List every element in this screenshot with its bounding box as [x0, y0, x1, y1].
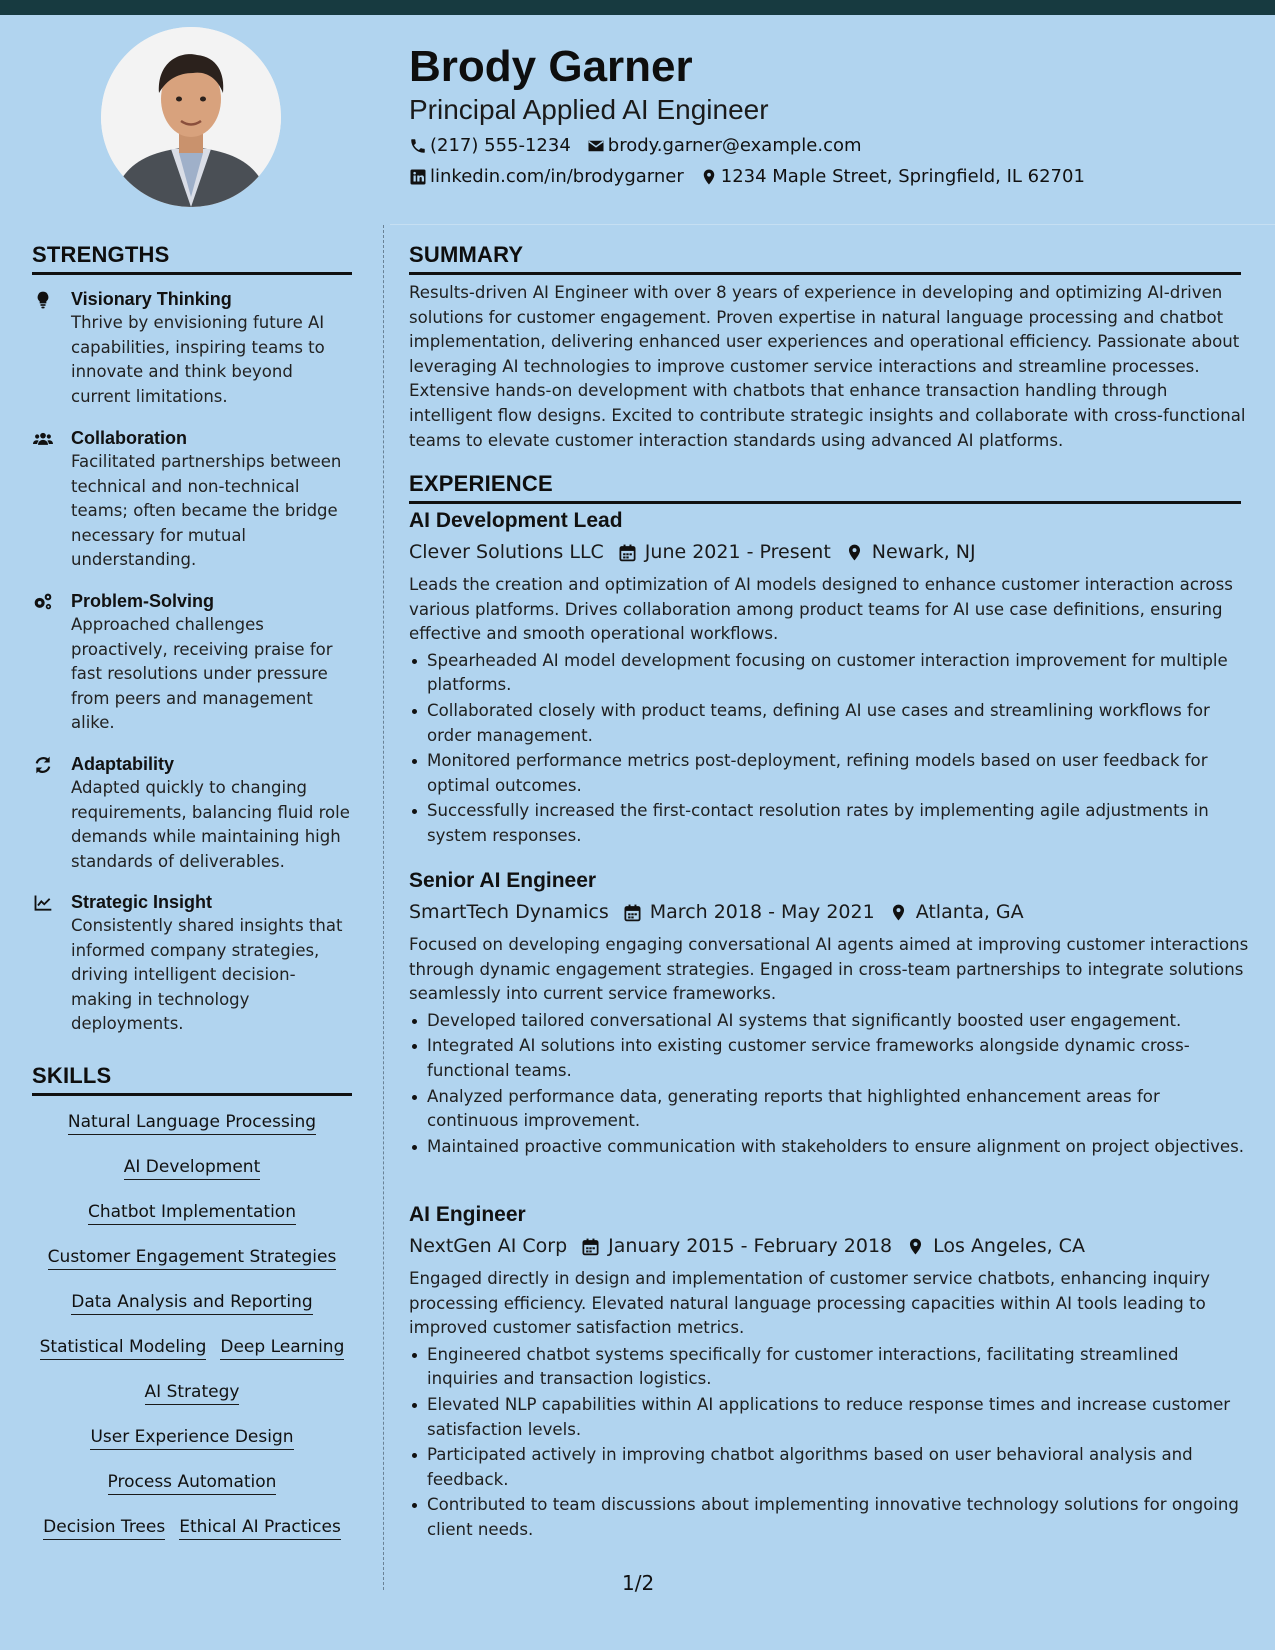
- address-item: [700, 166, 1085, 187]
- strength-title: Strategic Insight: [71, 892, 213, 912]
- job-location: Atlanta, GA: [915, 901, 1024, 923]
- strength-item: [32, 589, 352, 736]
- top-accent-bar: [0, 0, 1275, 15]
- skill-tag: Decision Trees: [43, 1517, 165, 1540]
- column-divider: [383, 225, 384, 1590]
- skill-tag: Chatbot Implementation: [88, 1202, 296, 1225]
- skill-tag: Deep Learning: [220, 1337, 344, 1360]
- skill-tag: Process Automation: [108, 1472, 277, 1495]
- skill-row: [32, 1517, 352, 1540]
- job-description: Focused on developing engaging conversational AI agents aimed at improving customer interactions through dynamic engagement strategies. Engaged in cross-team partnerships to integrate solutions seamlessly into current service frameworks.: [409, 935, 1249, 1004]
- skill-tag: User Experience Design: [90, 1427, 293, 1450]
- strength-item: [32, 890, 352, 1037]
- phone-item[interactable]: [409, 135, 571, 156]
- page-number: 1/2: [622, 1571, 655, 1595]
- skill-row: [32, 1112, 352, 1135]
- bullet-item: Participated actively in improving chatbot algorithms based on user behavioral analysis and feedback.: [427, 1443, 1249, 1492]
- experience-rule: [409, 501, 1241, 504]
- experience-entry: [409, 509, 1249, 850]
- skills-rule: [32, 1093, 352, 1096]
- skill-tag: Ethical AI Practices: [179, 1517, 341, 1540]
- calendar-icon: [618, 543, 637, 562]
- job-meta: [409, 901, 1249, 923]
- bullet-item: Developed tailored conversational AI systems that significantly boosted user engagement.: [427, 1009, 1249, 1034]
- skill-row: [32, 1157, 352, 1180]
- users-icon: [32, 429, 56, 449]
- strength-desc: Adapted quickly to changing requirements, balancing fluid role demands while maintaining high standards of deliverables.: [71, 778, 350, 871]
- job-bullets: [409, 1343, 1249, 1543]
- skill-row: [32, 1337, 352, 1360]
- skill-row: [32, 1202, 352, 1225]
- experience-heading: EXPERIENCE: [409, 471, 553, 496]
- bullet-item: Monitored performance metrics post-deployment, refining models based on user feedback for optimal outcomes.: [427, 749, 1249, 798]
- strength-desc: Approached challenges proactively, receiving praise for fast resolutions under pressure from peers and management alike.: [71, 615, 333, 733]
- strengths-heading: STRENGTHS: [32, 242, 170, 267]
- phone-text: (217) 555-1234: [430, 135, 571, 156]
- job-title: AI Engineer: [409, 1203, 526, 1226]
- job-description: Leads the creation and optimization of AI models designed to enhance customer interaction across various platforms. Drives collaboration among product teams for AI use case definitions, ensuring effective and smooth operational workflows.: [409, 575, 1233, 644]
- strength-item: [32, 287, 352, 409]
- skill-tag: AI Development: [124, 1157, 261, 1180]
- strength-title: Collaboration: [71, 428, 187, 448]
- bullet-item: Integrated AI solutions into existing customer service frameworks alongside dynamic cross-functional teams.: [427, 1034, 1249, 1083]
- map-pin-icon: [845, 543, 864, 562]
- skill-row: [32, 1427, 352, 1450]
- lightbulb-icon: [32, 290, 56, 310]
- skill-tag: Natural Language Processing: [68, 1112, 316, 1135]
- job-title: Senior AI Engineer: [409, 869, 597, 892]
- strength-title: Problem-Solving: [71, 591, 215, 611]
- linkedin-text: linkedin.com/in/brodygarner: [430, 166, 684, 187]
- bullet-item: Maintained proactive communication with stakeholders to ensure alignment on project objectives.: [427, 1135, 1249, 1160]
- contact-row-2: [409, 166, 1101, 187]
- skill-row: [32, 1247, 352, 1270]
- job-dates: June 2021 - Present: [644, 541, 831, 563]
- skill-tag: Customer Engagement Strategies: [48, 1247, 337, 1270]
- sync-icon: [32, 755, 56, 775]
- email-item[interactable]: [587, 135, 862, 156]
- job-bullets: [409, 649, 1249, 849]
- bullet-item: Elevated NLP capabilities within AI applications to reduce response times and increase customer satisfaction levels.: [427, 1393, 1249, 1442]
- job-description: Engaged directly in design and implementation of customer service chatbots, enhancing inquiry processing efficiency. Elevated natural language processing capacities within AI tools leading to improved customer satisfaction metrics.: [409, 1269, 1210, 1338]
- chart-line-icon: [32, 893, 56, 913]
- contact-row-1: [409, 135, 878, 156]
- skill-tag: Statistical Modeling: [40, 1337, 207, 1360]
- candidate-title: Principal Applied AI Engineer: [409, 94, 769, 125]
- map-pin-icon: [906, 1237, 925, 1256]
- bullet-item: Successfully increased the first-contact resolution rates by implementing agile adjustments in system responses.: [427, 799, 1249, 848]
- strength-title: Visionary Thinking: [71, 289, 232, 309]
- envelope-icon: [587, 137, 605, 155]
- job-location: Newark, NJ: [871, 541, 976, 563]
- experience-entry: [409, 1203, 1249, 1544]
- bullet-item: Collaborated closely with product teams, defining AI use cases and streamlining workflows for order management.: [427, 699, 1249, 748]
- job-title: AI Development Lead: [409, 509, 623, 532]
- skill-tag: Data Analysis and Reporting: [71, 1292, 312, 1315]
- linkedin-item[interactable]: [409, 166, 684, 187]
- job-meta: [409, 1235, 1249, 1257]
- phone-icon: [409, 137, 427, 155]
- job-bullets: [409, 1009, 1249, 1160]
- map-pin-icon: [889, 903, 908, 922]
- job-dates: March 2018 - May 2021: [649, 901, 875, 923]
- address-text: 1234 Maple Street, Springfield, IL 62701: [720, 166, 1085, 187]
- calendar-icon: [623, 903, 642, 922]
- summary-text: Results-driven AI Engineer with over 8 years of experience in developing and optimizing AI-driven solutions for customer engagement. Proven expertise in natural language processing and chatbot implementation, delivering enhanced user experiences and operational efficiency. Passionate about leveraging AI technologies to improve customer service interactions and streamline processes. Extensive hands-on development with chatbots that enhance transaction handling through intelligent flow designs. Excited to contribute strategic insights and collaborate with cross-functional teams to elevate customer interaction standards using advanced AI platforms.: [409, 283, 1246, 450]
- linkedin-icon: [409, 168, 427, 186]
- map-pin-icon: [700, 168, 718, 186]
- header-divider: [390, 224, 1275, 225]
- strength-title: Adaptability: [71, 754, 175, 774]
- gears-icon: [32, 592, 56, 612]
- strengths-rule: [32, 272, 352, 275]
- profile-photo: [101, 27, 281, 207]
- strength-desc: Facilitated partnerships between technical and non-technical teams; often became the bridge necessary for mutual understanding.: [71, 452, 342, 570]
- skill-tag: AI Strategy: [145, 1382, 240, 1405]
- company-name: SmartTech Dynamics: [409, 901, 609, 923]
- job-dates: January 2015 - February 2018: [608, 1235, 893, 1257]
- skill-row: [32, 1382, 352, 1405]
- experience-entry: [409, 869, 1249, 1160]
- bullet-item: Analyzed performance data, generating reports that highlighted enhancement areas for continuous improvement.: [427, 1085, 1249, 1134]
- strength-desc: Consistently shared insights that informed company strategies, driving intelligent decision-making in technology deployments.: [71, 916, 343, 1034]
- skill-row: [32, 1472, 352, 1495]
- job-location: Los Angeles, CA: [933, 1235, 1085, 1257]
- company-name: NextGen AI Corp: [409, 1235, 568, 1257]
- bullet-item: Spearheaded AI model development focusing on customer interaction improvement for multiple platforms.: [427, 649, 1249, 698]
- job-meta: [409, 541, 1249, 563]
- skill-row: [32, 1292, 352, 1315]
- summary-rule: [409, 272, 1241, 275]
- summary-heading: SUMMARY: [409, 242, 524, 267]
- calendar-icon: [581, 1237, 600, 1256]
- email-text: brody.garner@example.com: [607, 135, 862, 156]
- skills-heading: SKILLS: [32, 1063, 112, 1088]
- candidate-name: Brody Garner: [409, 42, 693, 91]
- strength-item: [32, 426, 352, 573]
- strength-desc: Thrive by envisioning future AI capabilities, inspiring teams to innovate and think beyond current limitations.: [71, 313, 325, 406]
- bullet-item: Engineered chatbot systems specifically for customer interactions, facilitating streamlined inquiries and transaction logistics.: [427, 1343, 1249, 1392]
- strength-item: [32, 752, 352, 874]
- company-name: Clever Solutions LLC: [409, 541, 604, 563]
- bullet-item: Contributed to team discussions about implementing innovative technology solutions for ongoing client needs.: [427, 1493, 1249, 1542]
